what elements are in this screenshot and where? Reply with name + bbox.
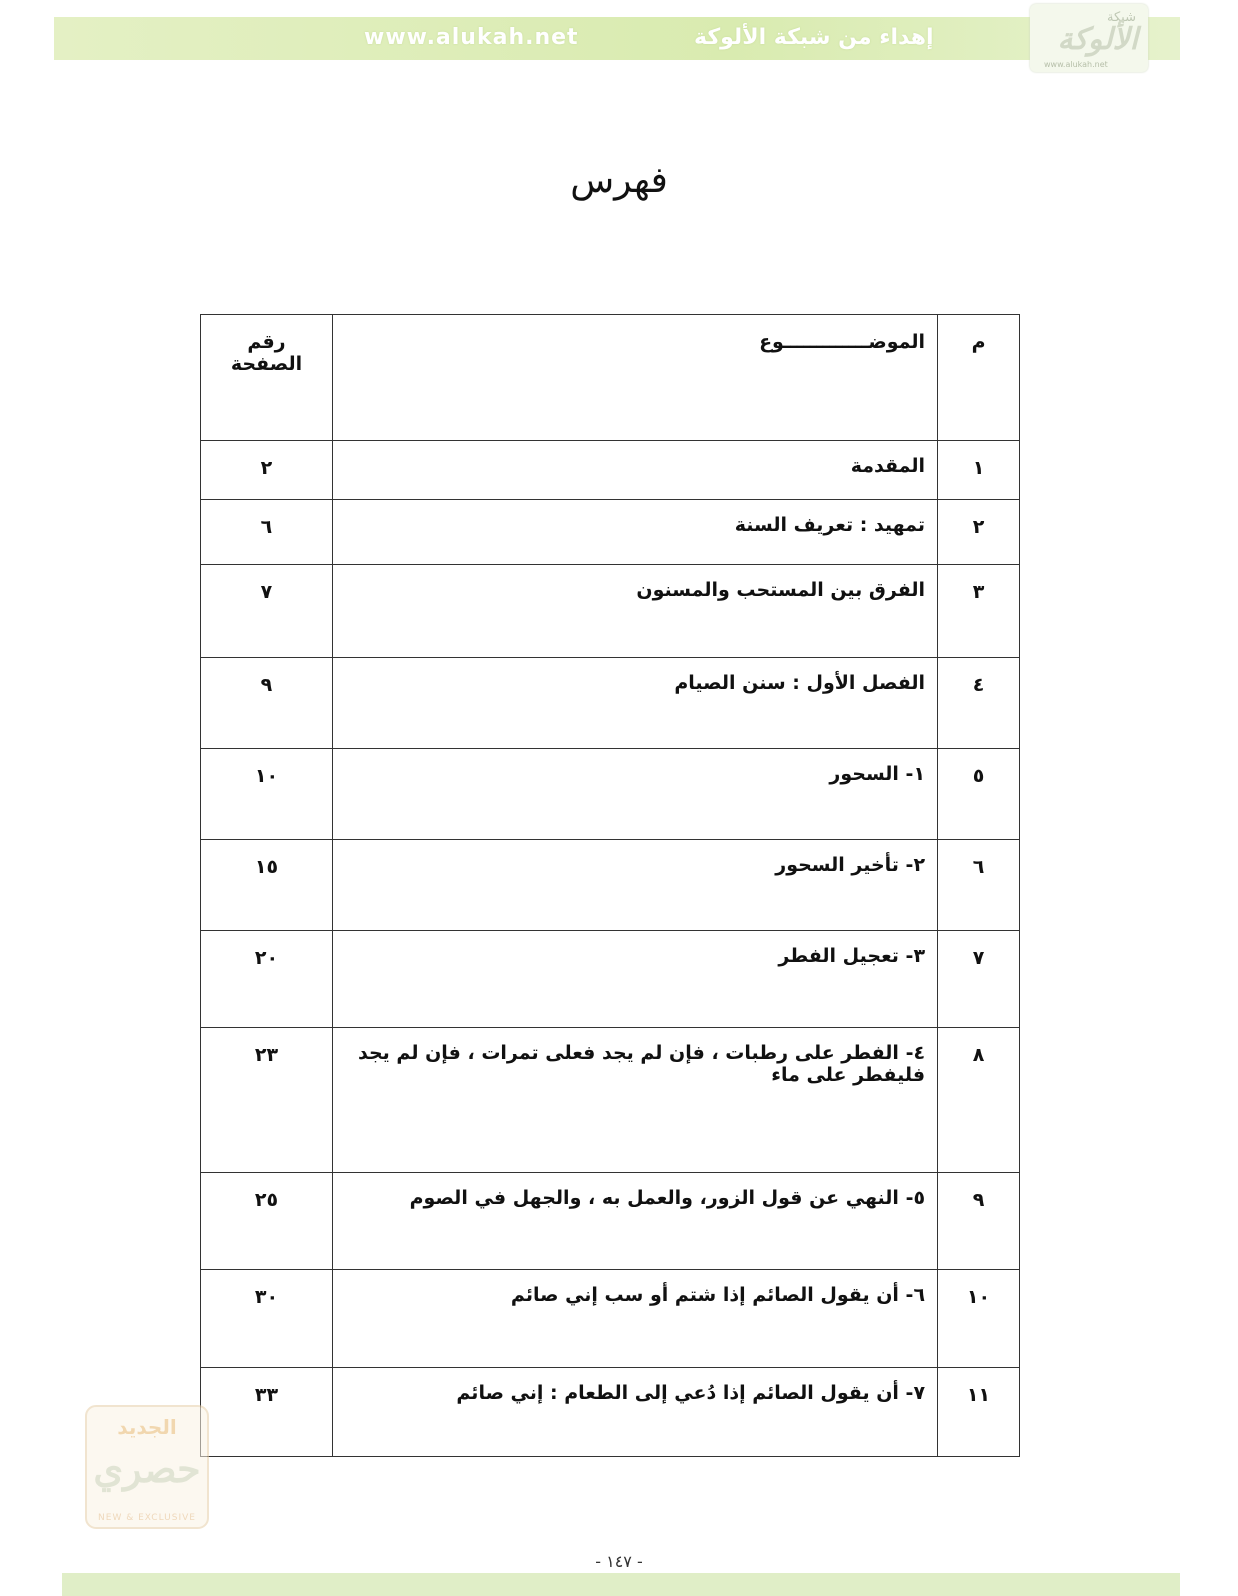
banner-gift-text: إهداء من شبكة الألوكة: [694, 25, 934, 50]
stamp-main-text: حصري: [93, 1446, 201, 1491]
row-num: ١: [938, 441, 1020, 500]
logo-main-text: الألوكة: [1057, 22, 1138, 57]
page-number: - ١٤٧ -: [595, 1552, 643, 1571]
table-row: [201, 500, 1020, 565]
row-topic: ٢- تأخير السحور: [332, 840, 937, 931]
row-page: ١٠: [201, 749, 333, 840]
table-row: [201, 441, 1020, 500]
row-topic: ٦- أن يقول الصائم إذا شتم أو سب إني صائم: [332, 1270, 937, 1368]
row-num: ٦: [938, 840, 1020, 931]
row-page: ٣٣: [201, 1368, 333, 1457]
row-page: ٣٠: [201, 1270, 333, 1368]
table-row: [201, 565, 1020, 658]
row-page: ٧: [201, 565, 333, 658]
logo-small-text: شبكة: [1107, 10, 1136, 25]
header-num: م: [938, 315, 1020, 441]
row-page: ٢: [201, 441, 333, 500]
row-num: ١٠: [938, 1270, 1020, 1368]
row-page: ٢٥: [201, 1173, 333, 1270]
row-num: ٧: [938, 931, 1020, 1028]
row-num: ٣: [938, 565, 1020, 658]
row-topic: ٤- الفطر على رطبات ، فإن لم يجد فعلى تمرات ، فإن لم يجد فليفطر على ماء: [332, 1028, 937, 1173]
row-topic: ٧- أن يقول الصائم إذا دُعي إلى الطعام : إني صائم: [332, 1368, 937, 1457]
table-row: [201, 1368, 1020, 1457]
row-page: ١٥: [201, 840, 333, 931]
page-title: فهرس: [570, 160, 668, 201]
row-num: ٩: [938, 1173, 1020, 1270]
header-topic: الموضـــــــــــــوع: [332, 315, 937, 441]
row-page: ٢٠: [201, 931, 333, 1028]
row-topic: الفصل الأول : سنن الصيام: [332, 658, 937, 749]
index-table: [200, 314, 1020, 1457]
row-num: ١١: [938, 1368, 1020, 1457]
row-page: ٦: [201, 500, 333, 565]
banner-url: www.alukah.net: [364, 25, 579, 50]
stamp-top-text: الجديد: [117, 1415, 177, 1439]
row-topic: الفرق بين المستحب والمسنون: [332, 565, 937, 658]
row-topic: المقدمة: [332, 441, 937, 500]
row-num: ٨: [938, 1028, 1020, 1173]
row-page: ٩: [201, 658, 333, 749]
row-topic: تمهيد : تعريف السنة: [332, 500, 937, 565]
bottom-banner: [62, 1573, 1180, 1596]
table-row: [201, 840, 1020, 931]
row-num: ٢: [938, 500, 1020, 565]
header-page-line1: رقم: [247, 331, 286, 353]
row-num: ٤: [938, 658, 1020, 749]
row-page: ٢٣: [201, 1028, 333, 1173]
row-topic: ١- السحور: [332, 749, 937, 840]
top-banner: [54, 17, 1180, 60]
table-header-row: [201, 315, 1020, 441]
logo-url: www.alukah.net: [1044, 60, 1108, 69]
alukah-logo: [1030, 4, 1148, 72]
row-topic: ٣- تعجيل الفطر: [332, 931, 937, 1028]
table-row: [201, 1270, 1020, 1368]
row-topic: ٥- النهي عن قول الزور، والعمل به ، والجهل في الصوم: [332, 1173, 937, 1270]
new-exclusive-stamp: [82, 1402, 212, 1532]
header-page: [201, 315, 333, 441]
row-num: ٥: [938, 749, 1020, 840]
stamp-bottom-text: NEW & EXCLUSIVE: [98, 1513, 196, 1523]
table-row: [201, 749, 1020, 840]
table-row: [201, 931, 1020, 1028]
table-row: [201, 658, 1020, 749]
header-page-line2: الصفحة: [230, 353, 303, 375]
table-row: [201, 1173, 1020, 1270]
table-row: [201, 1028, 1020, 1173]
